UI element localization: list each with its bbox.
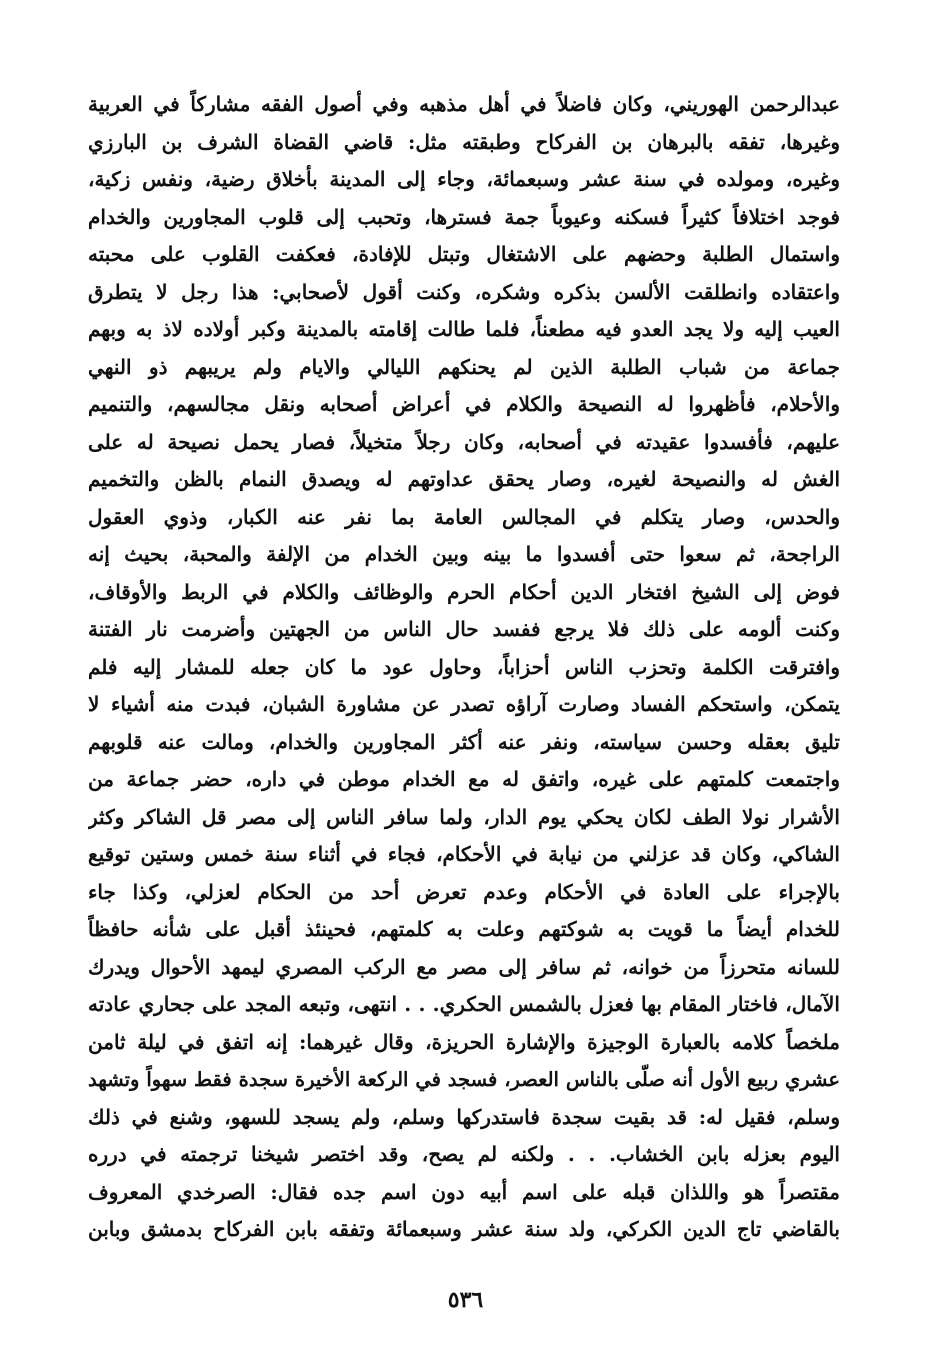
page-number: ٥٣٦ <box>447 1287 484 1313</box>
text-line: واستمال الطلبة وحضهم على الاشتغال وتبتل للإفادة، فعكفت القلوب على محبته <box>88 242 840 266</box>
text-line: الشاكي، وكان قد عزلني من نيابة في الأحكام، فجاء في أثناء سنة خمس وستين توقيع <box>88 842 840 866</box>
text-line: مقتصراً هو واللذان قبله على اسم أبيه دون اسم جده فقال: الصرخدي المعروف <box>88 1179 840 1204</box>
text-line: اليوم بعزله بابن الخشاب. . . ولكنه لم يصح، وقد اختصر شيخنا ترجمته في درره <box>88 1142 840 1166</box>
text-line: واعتقاده وانطلقت الألسن بذكره وشكره، وكنت أقول لأصحابي: هذا رجل لا يتطرق <box>88 279 840 304</box>
text-line: العيب إليه ولا يجد العدو فيه مطعناً، فلما طالت إقامته بالمدينة وكبر أولاده لاذ به وبهم <box>88 317 840 341</box>
text-line: وسلم، فقيل له: قد بقيت سجدة فاستدركها وسلم، ولم يسجد للسهو، وشنع في ذلك <box>88 1104 840 1129</box>
text-line: للخدام أيضاً ما قويت به شوكتهم وعلت به كلمتهم، فحينئذ أقبل على شأنه حافظاً <box>88 917 840 941</box>
body-text <box>88 86 840 1249</box>
text-line: بالإجراء على العادة في الأحكام وعدم تعرض أحد من الحكام لعزلي، وكذا جاء <box>88 879 840 904</box>
text-line: فوجد اختلافاً كثيراً فسكنه وعيوباً جمة فسترها، وتحبب إلى قلوب المجاورين والخدام <box>88 204 840 229</box>
text-line: وافترقت الكلمة وتحزب الناس أحزاباً، وحاول عود ما كان جعله للمشار إليه فلم <box>88 654 840 679</box>
text-line: عبدالرحمن الهوريني، وكان فاضلاً في أهل مذهبه وفي أصول الفقه مشاركاً في العربية <box>88 92 840 116</box>
text-line: وغيره، ومولده في سنة عشر وسبعمائة، وجاء إلى المدينة بأخلاق رضية، ونفس زكية، <box>88 167 840 191</box>
text-line: الآمال، فاختار المقام بها فعزل بالشمس الحكري. . . انتهى، وتبعه المجد على جحاري عادته <box>88 992 840 1016</box>
text-line: عليهم، فأفسدوا عقيدته في أصحابه، وكان رجلاً متخيلاً، فصار يحمل نصيحة له على <box>88 429 840 454</box>
text-line: وغيرها، تفقه بالبرهان بن الفركاح وطبقته مثل: قاضي القضاة الشرف بن البارزي <box>88 129 840 154</box>
text-line: الغش له والنصيحة لغيره، وصار يحقق عداوتهم له ويصدق النمام بالظن والتخميم <box>88 467 840 491</box>
text-line: يتمكن، واستحكم الفساد وصارت آراؤه تصدر عن مشاورة الشبان، فبدت منه أشياء لا <box>88 692 840 716</box>
text-line: بالقاضي تاج الدين الكركي، ولد سنة عشر وسبعمائة وتفقه بابن الفركاح بدمشق وبابن <box>88 1217 840 1241</box>
text-line: عشري ربيع الأول أنه صلّى بالناس العصر، فسجد في الركعة الأخيرة سجدة فقط سهواً وتشهد <box>88 1068 840 1091</box>
text-line: وكنت ألومه على ذلك فلا يرجع ففسد حال الناس من الجهتين وأضرمت نار الفتنة <box>88 617 840 641</box>
text-line: جماعة من شباب الطلبة الذين لم يحنكهم الليالي والايام ولم يريبهم ذو النهي <box>88 354 840 379</box>
text-line: الراجحة، ثم سعوا حتى أفسدوا ما بينه وبين الخدام من الإلفة والمحبة، بحيث إنه <box>88 542 840 566</box>
text-line: واجتمعت كلمتهم على غيره، واتفق له مع الخدام موطن في داره، حضر جماعة من <box>88 767 840 791</box>
text-line: الأشرار نولا الطف لكان يحكي يوم الدار، ولما سافر الناس إلى مصر قل الشاكر وكثر <box>88 804 840 829</box>
text-line: والأحلام، فأظهروا له النصيحة والكلام في أعراض أصحابه ونقل مجالسهم، والتنميم <box>88 392 840 416</box>
text-line: للسانه متحرزاً من خوانه، ثم سافر إلى مصر مع الركب المصري ليمهد الأحوال ويدرك <box>88 954 840 979</box>
text-line: ملخصاً كلامه بالعبارة الوجيزة والإشارة الحريزة، وقال غيرهما: إنه اتفق في ليلة ثامن <box>88 1029 840 1054</box>
text-line: فوض إلى الشيخ افتخار الدين أحكام الحرم والوظائف والكلام في الربط والأوقاف، <box>88 579 840 604</box>
text-line: تليق بعقله وحسن سياسته، ونفر عنه أكثر المجاورين والخدام، ومالت عنه قلوبهم <box>88 729 840 754</box>
text-line: والحدس، وصار يتكلم في المجالس العامة بما نفر عنه الكبار، وذوي العقول <box>88 504 840 529</box>
